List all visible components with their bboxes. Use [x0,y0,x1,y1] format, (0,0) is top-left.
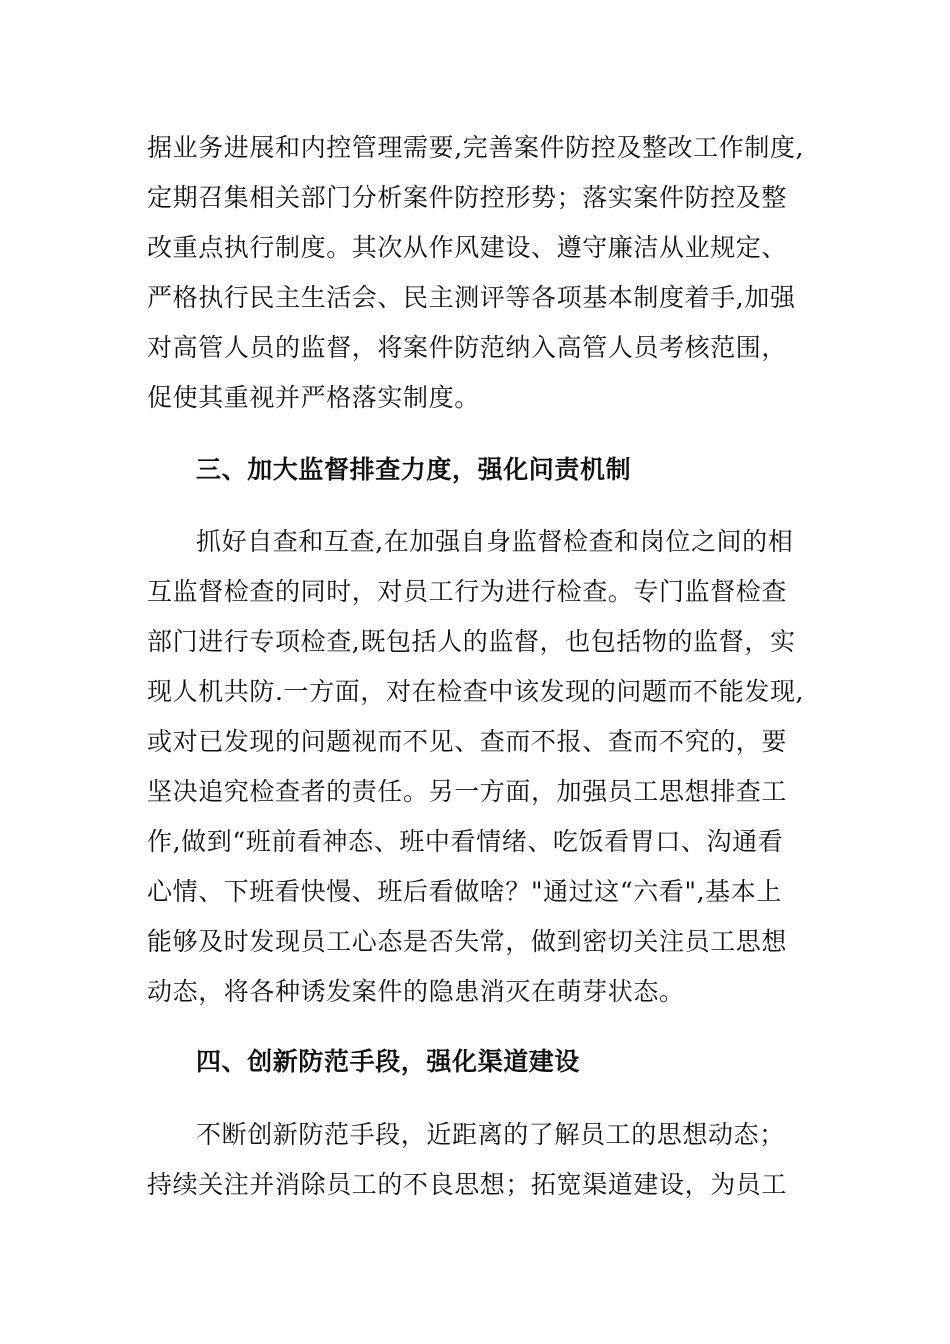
text-line: 部门进行专项检查,既包括人的监督，也包括物的监督，实 [147,627,796,656]
text-line: 坚决追究检查者的责任。另一方面，加强员工思想排查工 [147,777,788,806]
text-line: 作,做到“班前看神态、班中看情绪、吃饭看胃口、沟通看 [147,827,784,856]
text-line: 据业务进展和内控管理需要,完善案件防控及整改工作制度, [147,133,805,162]
text-line: 不断创新防范手段，近距离的了解员工的思想动态； [196,1120,785,1149]
text-line: 现人机共防.一方面，对在检查中该发现的问题而不能发现, [147,677,805,706]
text-line: 改重点执行制度。其次从作风建设、遵守廉洁从业规定、 [147,233,788,262]
text-line: 或对已发现的问题视而不见、查而不报、查而不究的，要 [147,727,788,756]
text-line: 持续关注并消除员工的不良思想；拓宽渠道建设，为员工 [147,1170,788,1199]
text-line: 促使其重视并严格落实制度。 [147,383,480,412]
section-heading: 四、创新防范手段，强化渠道建设 [196,1047,581,1076]
text-line: 对高管人员的监督，将案件防范纳入高管人员考核范围， [147,333,788,362]
text-line: 互监督检查的同时，对员工行为进行检查。专门监督检查 [147,577,788,606]
text-line: 定期召集相关部门分析案件防控形势；落实案件防控及整 [147,183,788,212]
text-line: 严格执行民主生活会、民主测评等各项基本制度着手,加强 [147,283,796,312]
text-line: 动态，将各种诱发案件的隐患消灭在萌芽状态。 [147,977,685,1006]
text-line: 能够及时发现员工心态是否失常，做到密切关注员工思想 [147,927,788,956]
section-heading: 三、加大监督排查力度，强化问责机制 [196,455,632,484]
text-line: 抓好自查和互查,在加强自身监督检查和岗位之间的相 [196,527,794,556]
text-line: 心情、下班看快慢、班后看做啥？"通过这“六看",基本上 [147,877,782,906]
